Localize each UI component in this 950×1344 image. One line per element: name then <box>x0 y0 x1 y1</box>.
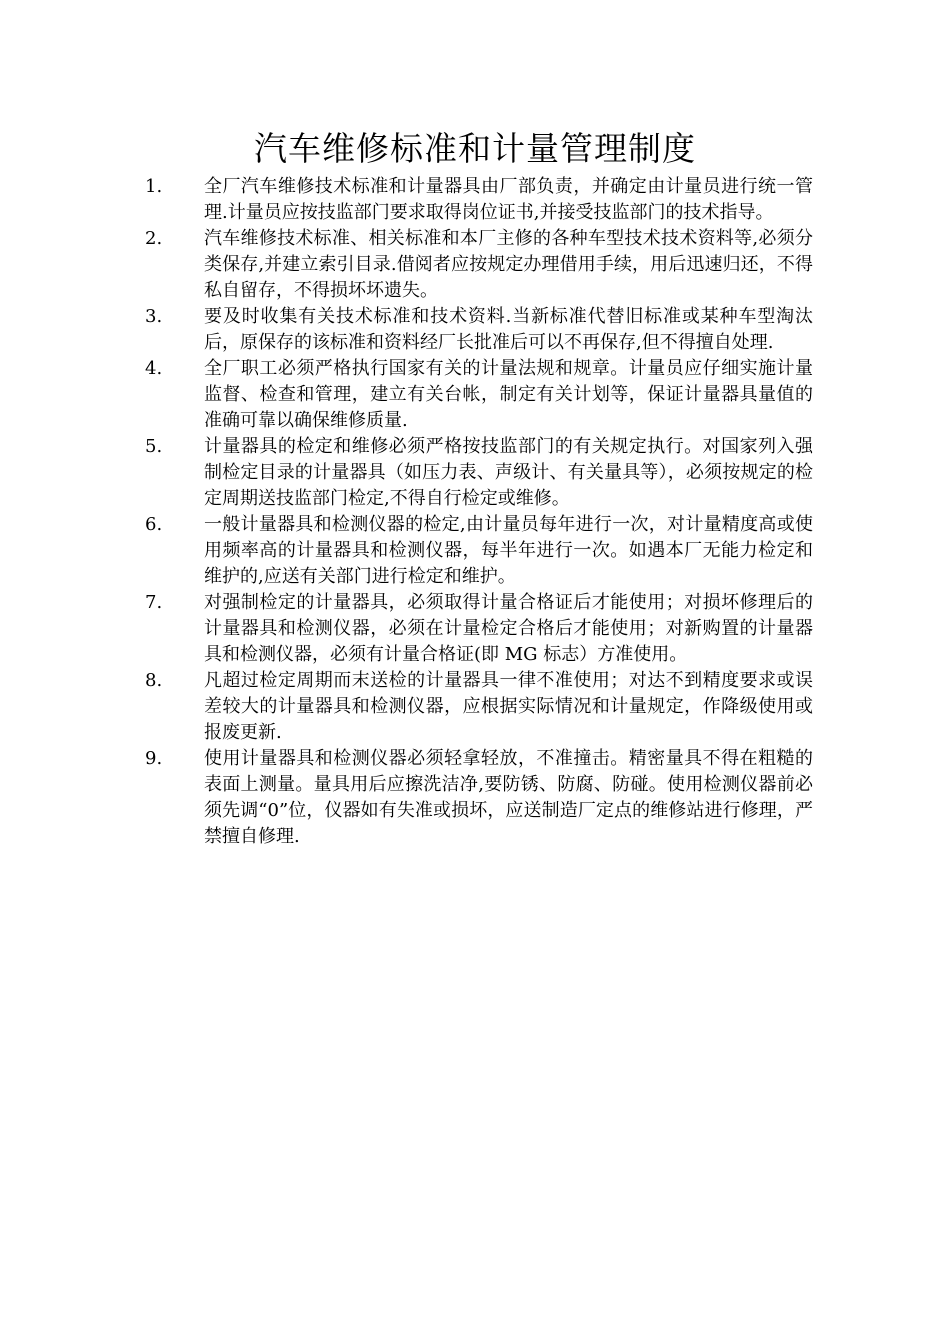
rule-text: 汽车维修技术标准、相关标准和本厂主修的各种车型技术技术资料等,必须分类保存,并建立索引目录.借阅者应按规定办理借用手续，用后迅速归还，不得私自留存，不得损坏坏遗失。 <box>204 228 813 301</box>
rule-number: 5. <box>145 436 163 457</box>
rule-item-6 <box>143 512 813 590</box>
rule-item-7 <box>143 590 813 668</box>
rule-number: 7. <box>145 592 163 613</box>
rule-text: 凡超过检定周期而末送检的计量器具一律不准使用；对达不到精度要求或误差较大的计量器具和检测仪器，应根据实际情况和计量规定，作降级使用或报废更新. <box>204 670 813 743</box>
rule-number: 4. <box>145 358 163 379</box>
document-title: 汽车维修标准和计量管理制度 <box>254 129 696 168</box>
rule-text: 要及时收集有关技术标准和技术资料.当新标准代替旧标准或某种车型淘汰后，原保存的该标准和资料经厂长批准后可以不再保存,但不得擅自处理. <box>204 306 813 353</box>
rule-list <box>143 174 813 850</box>
rule-text: 一般计量器具和检测仪器的检定,由计量员每年进行一次，对计量精度高或使用频率高的计量器具和检测仪器，每半年进行一次。如遇本厂无能力检定和维护的,应送有关部门进行检定和维护。 <box>204 514 813 587</box>
rule-item-3 <box>143 304 813 356</box>
rule-text: 全厂汽车维修技术标准和计量器具由厂部负责，并确定由计量员进行统一管理.计量员应按技监部门要求取得岗位证书,并接受技监部门的技术指导。 <box>204 176 813 223</box>
rule-text: 计量器具的检定和维修必须严格按技监部门的有关规定执行。对国家列入强制检定目录的计量器具（如压力表、声级计、有关量具等），必须按规定的检定周期送技监部门检定,不得自行检定或维修。 <box>204 436 813 509</box>
rule-text: 使用计量器具和检测仪器必须轻拿轻放，不准撞击。精密量具不得在粗糙的表面上测量。量具用后应擦洗洁净,要防锈、防腐、防碰。使用检测仪器前必须先调“0”位，仪器如有失准或损坏，应送制造厂定点的维修站进行修理，严禁擅自修理. <box>204 748 813 847</box>
rule-number: 2. <box>145 228 163 249</box>
rule-number: 3. <box>145 306 163 327</box>
rule-text: 全厂职工必须严格执行国家有关的计量法规和规章。计量员应仔细实施计量监督、检查和管理，建立有关台帐，制定有关计划等，保证计量器具量值的准确可靠以确保维修质量. <box>204 358 813 431</box>
rule-item-2 <box>143 226 813 304</box>
rule-item-4 <box>143 356 813 434</box>
rule-item-8 <box>143 668 813 746</box>
rule-text: 对强制检定的计量器具，必须取得计量合格证后才能使用；对损坏修理后的计量器具和检测仪器，必须在计量检定合格后才能使用；对新购置的计量器具和检测仪器，必须有计量合格证(即 MG 标志）方准使用。 <box>204 592 813 665</box>
rule-item-1 <box>143 174 813 226</box>
rule-item-5 <box>143 434 813 512</box>
rule-number: 6. <box>145 514 163 535</box>
rule-number: 8. <box>145 670 163 691</box>
rule-item-9 <box>143 746 813 850</box>
rule-number: 9. <box>145 748 163 769</box>
rule-number: 1. <box>145 176 163 197</box>
